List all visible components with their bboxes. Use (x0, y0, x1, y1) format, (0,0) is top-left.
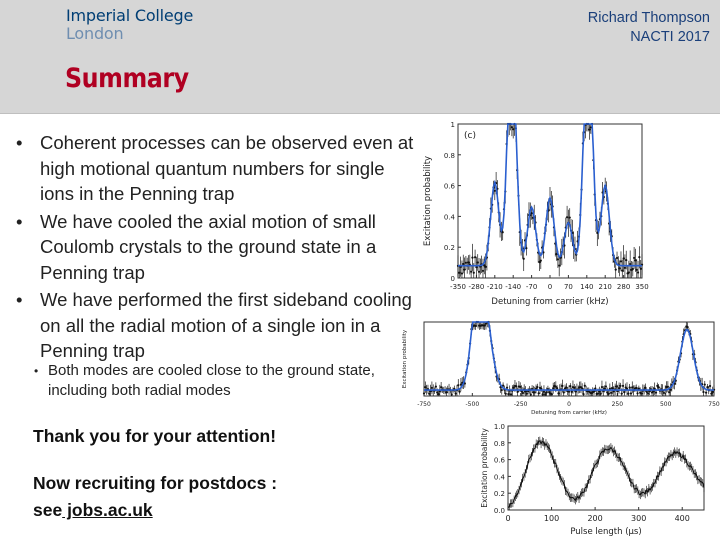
y-tick-label: 0.0 (493, 507, 505, 515)
data-point (523, 258, 525, 260)
y-tick-label: 1 (450, 121, 455, 129)
data-point (563, 391, 565, 393)
x-axis-label: Detuning from carrier (kHz) (531, 410, 607, 416)
data-point (519, 386, 521, 388)
y-tick-label: 0.6 (443, 182, 455, 191)
data-point (457, 384, 459, 386)
data-point (644, 387, 646, 389)
data-point (623, 391, 625, 393)
spectrum-plot-top (420, 118, 650, 318)
data-point (569, 385, 571, 387)
data-point (706, 386, 708, 388)
data-point (637, 271, 639, 273)
x-tick-label: -250 (513, 401, 528, 408)
data-point (610, 392, 612, 394)
data-point (431, 387, 433, 389)
data-point (627, 393, 629, 395)
fit-curve (424, 322, 714, 390)
y-tick-label: 0.8 (443, 151, 455, 160)
data-point (458, 391, 460, 393)
data-point (658, 386, 660, 388)
spectrum-plot-wide-svg (400, 318, 718, 418)
data-point (584, 385, 586, 387)
data-point (505, 393, 507, 395)
data-point (494, 190, 496, 192)
bullet-list (14, 130, 414, 366)
data-point (435, 386, 437, 388)
data-point (629, 386, 631, 388)
x-tick-label: 70 (563, 283, 573, 291)
x-tick-label: 100 (543, 514, 560, 523)
y-tick-label: 0.6 (493, 456, 505, 465)
data-point (461, 272, 463, 274)
data-point (478, 271, 480, 273)
data-point (647, 392, 649, 394)
data-point (437, 393, 439, 395)
data-point (511, 126, 513, 128)
data-point (463, 269, 465, 271)
data-point (601, 386, 603, 388)
slide-title: Summary (65, 63, 189, 94)
recruit-prefix: see (33, 500, 63, 520)
x-tick-label: 250 (611, 401, 624, 408)
data-point (611, 387, 613, 389)
data-point (557, 392, 559, 394)
data-point (655, 391, 657, 393)
data-point (473, 272, 475, 274)
data-point (451, 393, 453, 395)
data-point (502, 231, 504, 233)
y-axis-label: Excitation probability (480, 428, 489, 508)
sub-bullet: • Both modes are cooled close to the ground state, including both radial modes (34, 361, 428, 401)
spectrum-plot-wide (400, 318, 718, 418)
data-point (440, 386, 442, 388)
data-point (565, 386, 567, 388)
data-point (542, 393, 544, 395)
x-tick-label: -210 (486, 283, 503, 291)
data-point (702, 391, 704, 393)
data-point (423, 392, 425, 394)
data-point (436, 391, 438, 393)
data-point (629, 263, 631, 265)
data-point (628, 271, 630, 273)
data-point (506, 387, 508, 389)
recruit-line-2 (33, 497, 277, 524)
x-axis-label: Pulse length (μs) (570, 527, 642, 537)
y-axis-label: Excitation probability (402, 329, 408, 389)
data-point (467, 261, 469, 263)
rabi-plot (478, 420, 710, 538)
data-point (512, 128, 514, 130)
data-point (501, 389, 503, 391)
data-point (633, 257, 635, 259)
data-point (625, 259, 627, 261)
author-block (588, 9, 710, 47)
recruit-text (33, 470, 277, 524)
x-tick-label: -500 (465, 401, 480, 408)
data-point (516, 391, 518, 393)
data-point (620, 260, 622, 262)
data-point (616, 257, 618, 259)
data-point (640, 392, 642, 394)
x-tick-label: 750 (708, 401, 720, 408)
panel-label: (c) (464, 131, 476, 141)
data-point (552, 387, 554, 389)
data-point (636, 269, 638, 271)
data-point (558, 264, 560, 266)
data-point (445, 391, 447, 393)
logo-line-2: London (66, 24, 124, 43)
data-point (515, 385, 517, 387)
data-point (484, 324, 486, 326)
data-point (621, 270, 623, 272)
data-point (668, 391, 670, 393)
data-point (455, 392, 457, 394)
imperial-college-logo (66, 8, 193, 42)
x-tick-label: 200 (587, 514, 603, 523)
data-point (622, 385, 624, 387)
logo-line-1: Imperial College (66, 6, 194, 25)
data-point (663, 392, 665, 394)
y-tick-label: 0.2 (443, 244, 455, 253)
rabi-plot-svg (478, 420, 710, 538)
x-tick-label: 280 (616, 283, 631, 291)
data-point (470, 271, 472, 273)
header-bar (0, 0, 720, 114)
x-tick-label: -70 (525, 283, 538, 291)
y-axis-label: Excitation probability (423, 155, 433, 247)
y-tick-label: 0.2 (493, 490, 505, 499)
data-point (513, 387, 515, 389)
x-tick-label: 210 (598, 283, 612, 291)
data-point (551, 393, 553, 395)
data-point (458, 272, 460, 274)
y-tick-label: 1.0 (493, 423, 505, 431)
data-point (594, 387, 596, 389)
y-tick-label: 0.4 (443, 213, 455, 222)
data-point (471, 256, 473, 258)
recruit-line-1: Now recruiting for postdocs : (33, 473, 278, 493)
x-tick-label: 0 (505, 514, 511, 523)
x-tick-label: 300 (631, 514, 647, 523)
data-point (561, 385, 563, 387)
data-point (569, 216, 571, 218)
data-point (582, 393, 584, 395)
data-point (623, 257, 625, 259)
x-tick-label: 0 (567, 401, 571, 408)
data-point (615, 385, 617, 387)
data-point (615, 269, 617, 271)
x-tick-label: 0 (547, 283, 553, 291)
data-point (428, 393, 430, 395)
data-point (530, 393, 532, 395)
data-point (545, 391, 547, 393)
data-point (538, 392, 540, 394)
bullet-item: • We have cooled the axial motion of small Coulomb crystals to the ground state in a Penning trap (14, 209, 414, 286)
x-tick-label: -750 (417, 401, 431, 408)
y-tick-label: 0 (450, 275, 455, 283)
x-tick-label: -280 (468, 283, 485, 291)
data-point (531, 212, 533, 214)
data-point (424, 386, 426, 388)
data-point (667, 386, 669, 388)
data-point (619, 385, 621, 387)
data-point (482, 270, 484, 272)
data-point (571, 391, 573, 393)
x-axis-label: Detuning from carrier (kHz) (491, 297, 609, 307)
data-point (588, 128, 590, 130)
data-point (522, 392, 524, 394)
data-point (630, 392, 632, 394)
data-point (510, 393, 512, 395)
data-point (544, 393, 546, 395)
data-point (534, 391, 536, 393)
data-point (581, 387, 583, 389)
y-tick-label: 0.8 (493, 439, 505, 448)
data-point (573, 387, 575, 389)
data-point (556, 387, 558, 389)
x-tick-label: -350 (450, 283, 466, 291)
data-point (474, 256, 476, 258)
data-point (507, 393, 509, 395)
data-point (619, 267, 621, 269)
data-point (704, 383, 706, 385)
data-point (618, 387, 620, 389)
data-point (621, 393, 623, 395)
data-point (485, 266, 487, 268)
data-point (543, 391, 545, 393)
data-point (636, 392, 638, 394)
data-point (631, 386, 633, 388)
data-point (600, 393, 602, 395)
x-tick-label: -140 (505, 283, 522, 291)
data-point (712, 391, 714, 393)
data-point (635, 387, 637, 389)
x-tick-label: 500 (659, 401, 672, 408)
plot-frame (508, 426, 704, 510)
bullet-item: • Coherent processes can be observed even at high motional quantum numbers for single ions in the Penning trap (14, 130, 414, 207)
data-point (557, 258, 559, 260)
data-point (477, 261, 479, 263)
data-point (638, 256, 640, 258)
event-name: NACTI 2017 (630, 29, 710, 45)
author-name: Richard Thompson (587, 10, 710, 26)
data-point (597, 393, 599, 395)
data-point (632, 268, 634, 270)
x-tick-label: 140 (580, 283, 594, 291)
x-tick-label: 350 (635, 283, 649, 291)
data-point (705, 392, 707, 394)
jobs-link[interactable]: jobs.ac.uk (62, 500, 153, 520)
data-point (709, 385, 711, 387)
data-point (526, 393, 528, 395)
y-tick-label: 0.4 (493, 473, 505, 482)
data-point (465, 262, 467, 264)
data-point (566, 216, 568, 218)
thanks-text: Thank you for your attention! (33, 426, 277, 446)
data-point (605, 385, 607, 387)
data-point (474, 325, 476, 327)
spectrum-plot-top-svg (420, 118, 650, 318)
data-point (607, 393, 609, 395)
data-point (687, 326, 689, 328)
x-tick-label: 400 (674, 514, 690, 523)
data-point (540, 260, 542, 262)
data-point (634, 259, 636, 261)
data-point (536, 386, 538, 388)
data-point (624, 267, 626, 269)
data-point (640, 268, 642, 270)
bullet-item: • We have performed the first sideband cooling on all the radial motion of a single ion in a Penning trap (14, 287, 414, 364)
data-point (568, 391, 570, 393)
data-point (462, 263, 464, 265)
